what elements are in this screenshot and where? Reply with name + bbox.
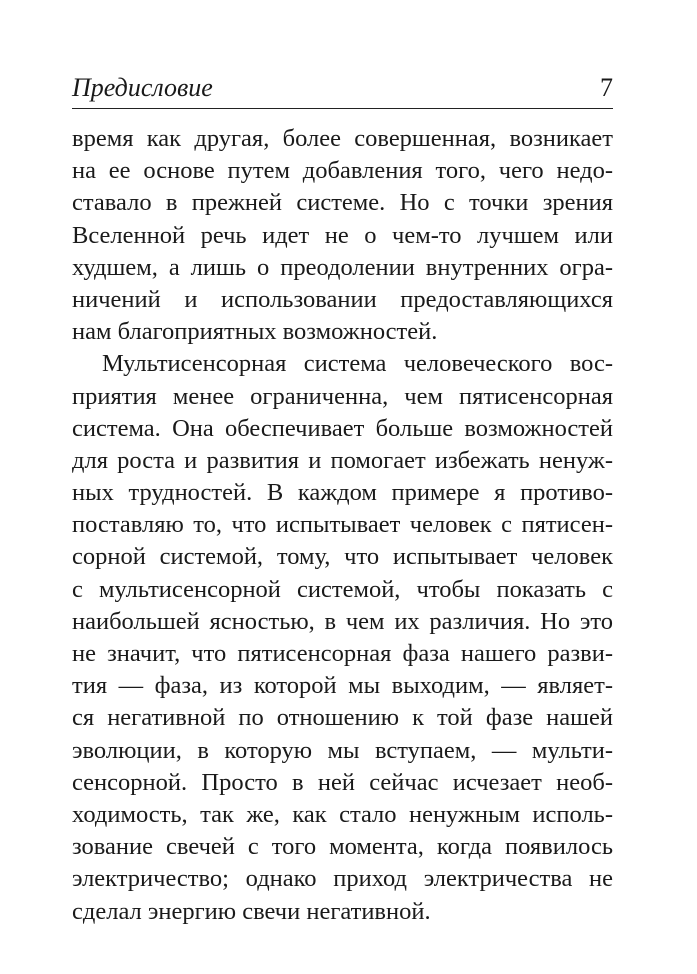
text-line: на ее основе путем добавления того, чего недо-	[72, 157, 613, 185]
text-line: эволюции, в которую мы вступаем, — мульти-	[72, 736, 613, 764]
paragraph-1	[72, 123, 613, 348]
text-line: сделал энергию свечи негативной.	[72, 897, 431, 925]
text-line: для роста и развития и помогает избежать ненуж-	[72, 446, 613, 474]
text-line: приятия менее ограниченна, чем пятисенсорная	[72, 382, 613, 410]
text-line: наибольшей ясностью, в чем их различия. Но это	[72, 607, 613, 635]
text-line: система. Она обеспечивает больше возможностей	[72, 414, 613, 442]
text-line: с мультисенсорной системой, чтобы показать с	[72, 575, 613, 603]
text-line: поставляю то, что испытывает человек с пятисен-	[72, 511, 613, 539]
text-line: время как другая, более совершенная, возникает	[72, 125, 613, 152]
text-line: не значит, что пятисенсорная фаза нашего разви-	[72, 640, 613, 667]
text-line: сорной системой, тому, что испытывает человек	[72, 543, 613, 571]
text-line: Вселенной речь идет не о чем-то лучшем или	[72, 221, 613, 249]
text-line: сенсорной. Просто в ней сейчас исчезает необ-	[72, 768, 613, 796]
text-line: ставало в прежней системе. Но с точки зрения	[72, 189, 613, 217]
paragraph-2	[72, 348, 613, 927]
text-line: Мультисенсорная система человеческого вос-	[102, 350, 613, 378]
book-page	[72, 70, 613, 928]
text-line: тия — фаза, из которой мы выходим, — являет-	[72, 672, 613, 700]
text-line: ных трудностей. В каждом примере я противо-	[72, 479, 613, 507]
body-text	[72, 123, 613, 928]
text-line: худшем, а лишь о преодолении внутренних огра-	[72, 253, 613, 281]
text-line: зование свечей с того момента, когда появилось	[72, 833, 613, 861]
page-number: 7	[600, 73, 613, 102]
text-line: электричество; однако приход электричества не	[72, 865, 613, 893]
running-title: Предисловие	[72, 73, 213, 102]
text-line: нам благоприятных возможностей.	[72, 318, 438, 346]
running-header	[72, 70, 613, 109]
text-line: ходимость, так же, как стало ненужным исполь-	[72, 800, 613, 828]
text-line: ся негативной по отношению к той фазе нашей	[72, 704, 613, 732]
text-line: ничений и использовании предоставляющихся	[72, 285, 613, 313]
